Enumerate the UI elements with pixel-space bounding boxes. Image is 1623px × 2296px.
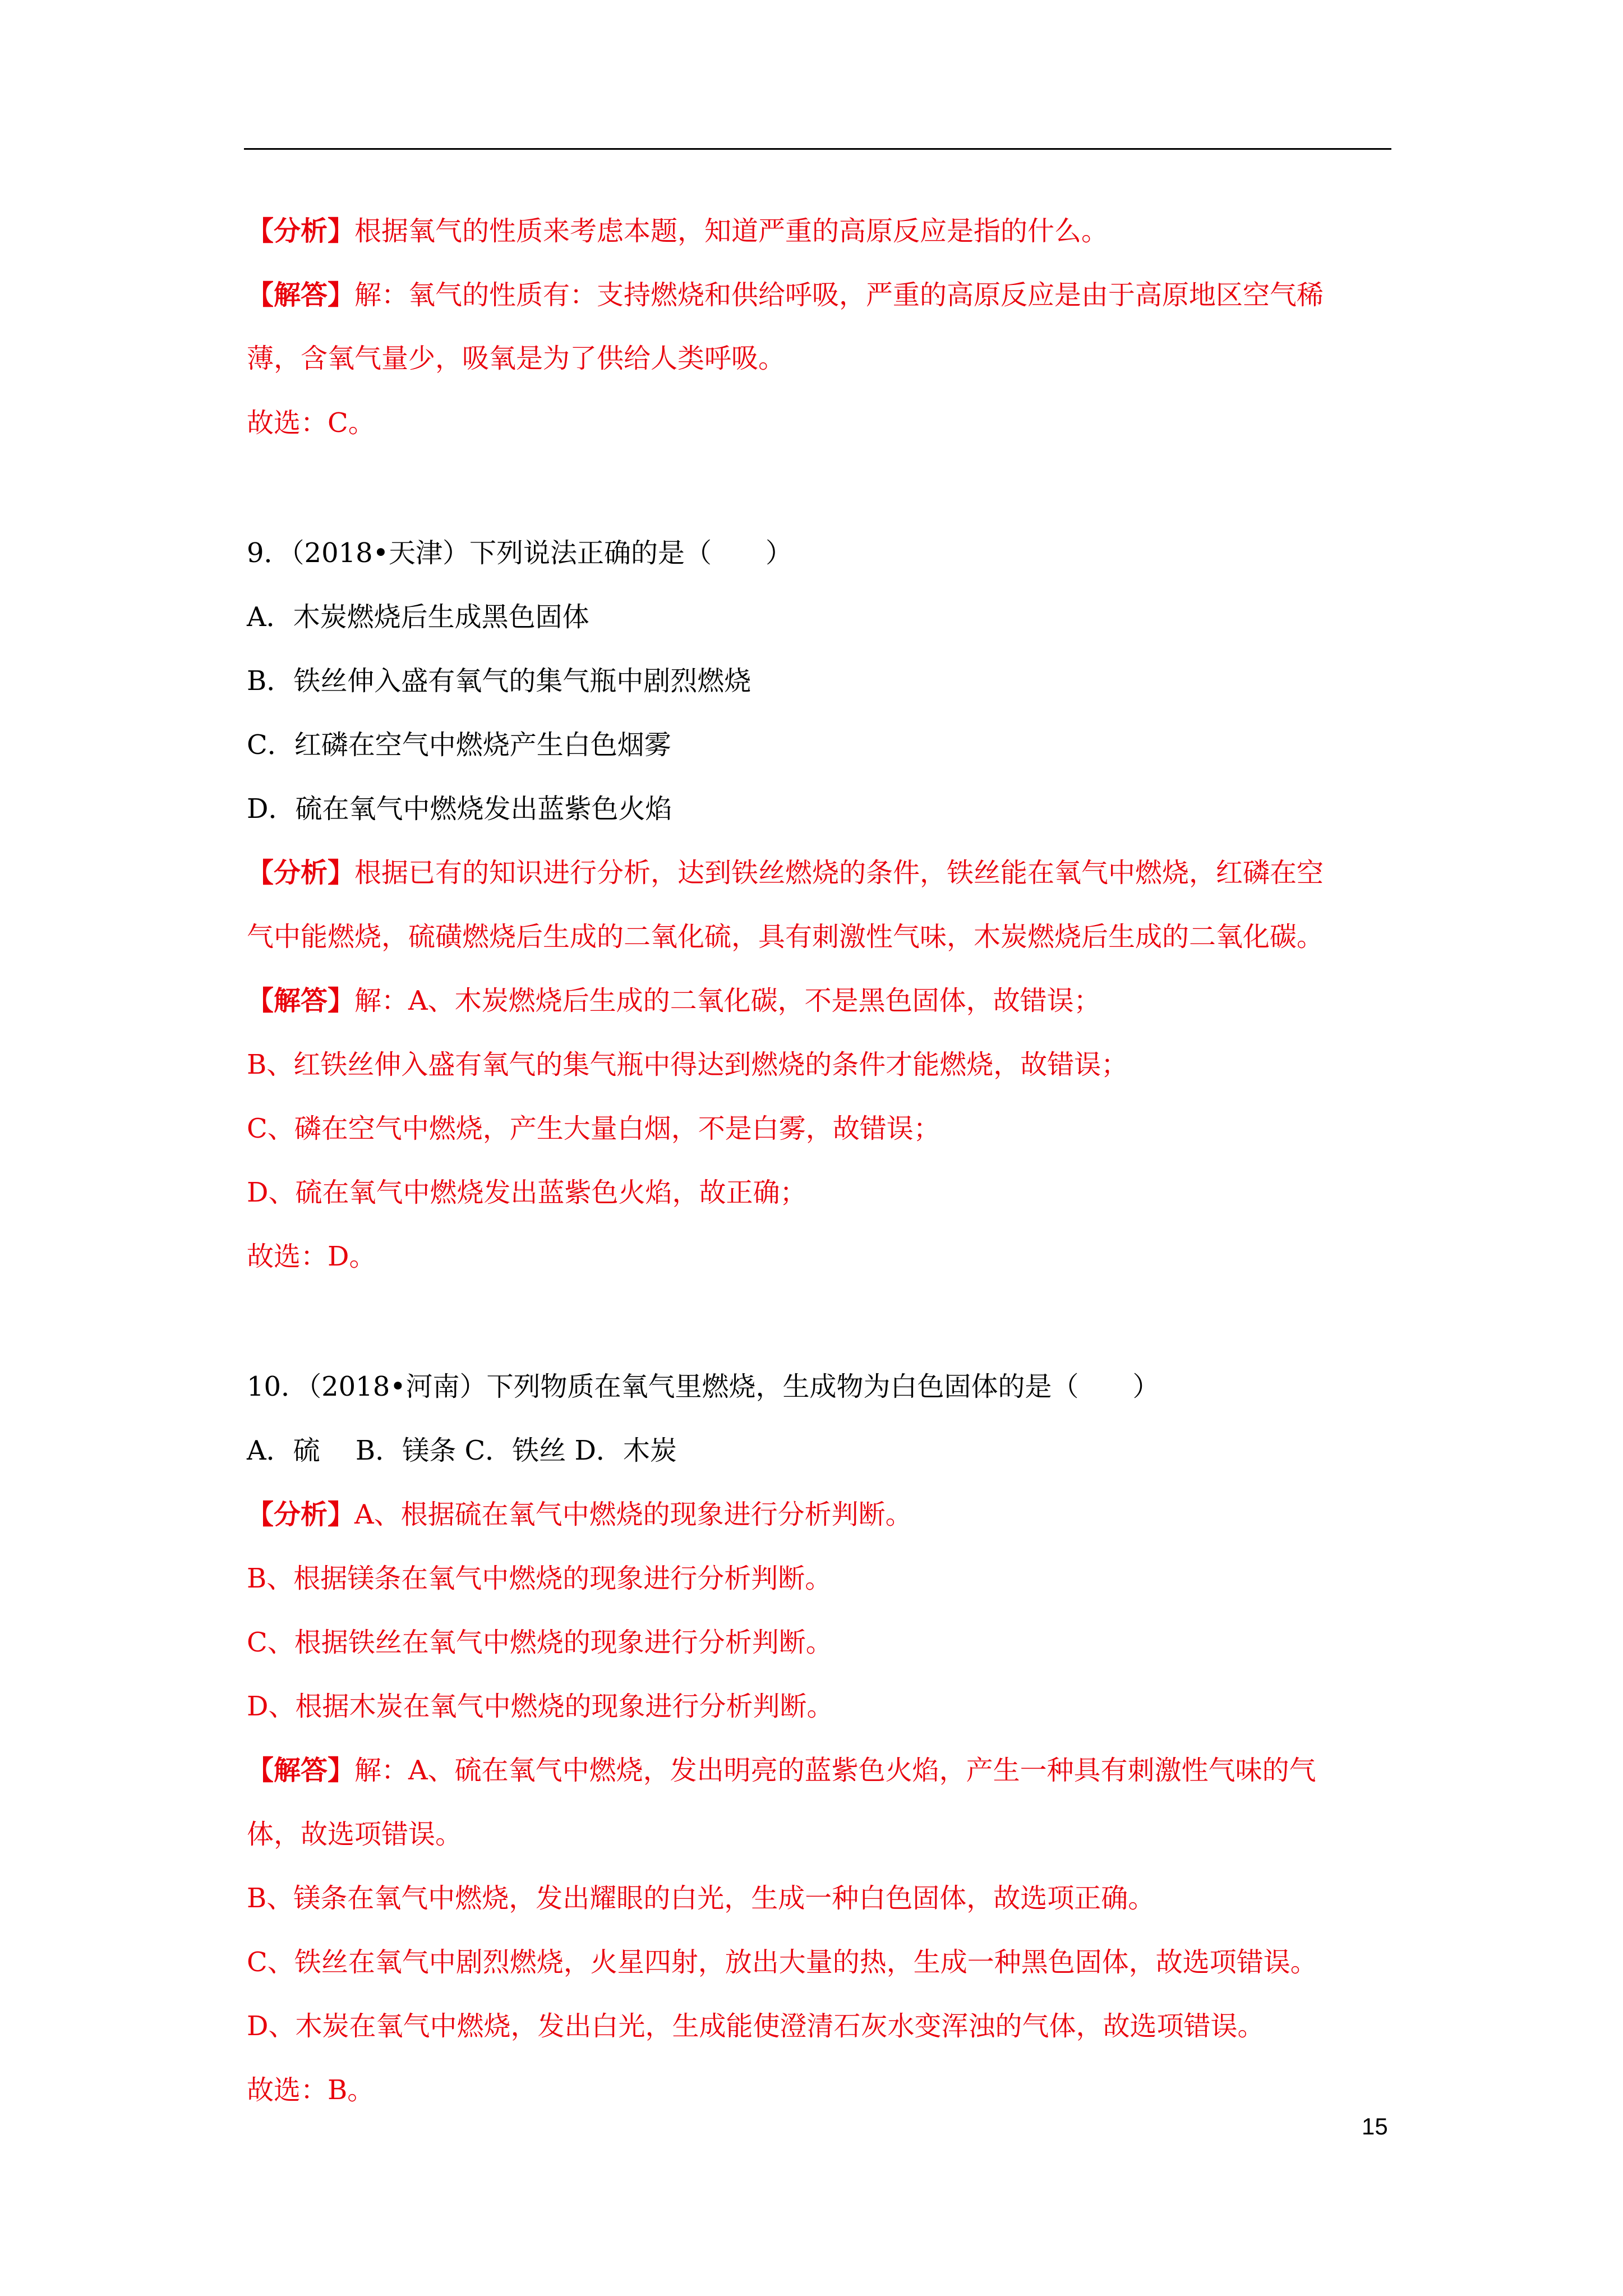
q9-analysis bbox=[247, 855, 1324, 891]
q9-analysis-line: 气中能燃烧，硫磺燃烧后生成的二氧化硫，具有刺激性气味，木炭燃烧后生成的二氧化碳。 bbox=[247, 921, 1324, 953]
answer-tag: 【解答】 bbox=[247, 1755, 355, 1786]
q10-answer-line: B、镁条在氧气中燃烧，发出耀眼的白光，生成一种白色固体，故选项正确。 bbox=[247, 1883, 1155, 1914]
prev-answer bbox=[247, 277, 1324, 313]
q10-analysis-line: B、根据镁条在氧气中燃烧的现象进行分析判断。 bbox=[247, 1563, 832, 1594]
q9-option-a: A．木炭燃烧后生成黑色固体 bbox=[247, 601, 589, 633]
answer-text: 解：氧气的性质有：支持燃烧和供给呼吸，严重的高原反应是由于高原地区空气稀 bbox=[354, 279, 1324, 311]
analysis-tag: 【分析】 bbox=[247, 1499, 355, 1530]
q9-option-d: D．硫在氧气中燃烧发出蓝紫色火焰 bbox=[247, 793, 672, 825]
analysis-tag: 【分析】 bbox=[247, 857, 355, 889]
q10-analysis bbox=[247, 1497, 912, 1533]
q10-answer bbox=[247, 1752, 1316, 1788]
q10-analysis-line: D、根据木炭在氧气中燃烧的现象进行分析判断。 bbox=[247, 1691, 834, 1722]
answer-tag: 【解答】 bbox=[247, 279, 355, 311]
q9-option-c: C．红磷在空气中燃烧产生白色烟雾 bbox=[247, 729, 671, 761]
prev-answer-line: 薄，含氧气量少，吸氧是为了供给人类呼吸。 bbox=[247, 343, 786, 374]
q9-answer-line: B、红铁丝伸入盛有氧气的集气瓶中得达到燃烧的条件才能燃烧，故错误； bbox=[247, 1049, 1128, 1080]
analysis-text: A、根据硫在氧气中燃烧的现象进行分析判断。 bbox=[354, 1499, 912, 1530]
prev-choice: 故选：C。 bbox=[247, 407, 375, 439]
analysis-text: 根据氧气的性质来考虑本题，知道严重的高原反应是指的什么。 bbox=[354, 215, 1109, 247]
q9-stem: 9．（2018•天津）下列说法正确的是（ ） bbox=[247, 537, 793, 569]
q9-answer bbox=[247, 983, 1101, 1019]
header-rule bbox=[244, 148, 1391, 150]
q10-answer-line: D、木炭在氧气中燃烧，发出白光，生成能使澄清石灰水变浑浊的气体，故选项错误。 bbox=[247, 2010, 1265, 2042]
q9-option-b: B．铁丝伸入盛有氧气的集气瓶中剧烈燃烧 bbox=[247, 665, 751, 697]
q10-analysis-line: C、根据铁丝在氧气中燃烧的现象进行分析判断。 bbox=[247, 1627, 833, 1658]
answer-text: 解：A、木炭燃烧后生成的二氧化碳，不是黑色固体，故错误； bbox=[354, 985, 1101, 1016]
analysis-tag: 【分析】 bbox=[247, 215, 355, 247]
q9-choice: 故选：D。 bbox=[247, 1241, 376, 1272]
q10-options: A．硫 B．镁条 C．铁丝 D．木炭 bbox=[247, 1435, 677, 1466]
q10-choice: 故选：B。 bbox=[247, 2074, 375, 2106]
answer-tag: 【解答】 bbox=[247, 985, 355, 1016]
answer-text: 解：A、硫在氧气中燃烧，发出明亮的蓝紫色火焰，产生一种具有刺激性气味的气 bbox=[354, 1755, 1316, 1786]
prev-analysis bbox=[247, 213, 1108, 249]
q9-answer-line: C、磷在空气中燃烧，产生大量白烟，不是白雾，故错误； bbox=[247, 1113, 940, 1144]
q9-answer-line: D、硫在氧气中燃烧发出蓝紫色火焰，故正确； bbox=[247, 1177, 807, 1208]
q10-answer-line: 体，故选项错误。 bbox=[247, 1819, 463, 1850]
q10-stem: 10．（2018•河南）下列物质在氧气里燃烧，生成物为白色固体的是（ ） bbox=[247, 1371, 1160, 1402]
analysis-text: 根据已有的知识进行分析，达到铁丝燃烧的条件，铁丝能在氧气中燃烧，红磷在空 bbox=[354, 857, 1324, 889]
q10-answer-line: C、铁丝在氧气中剧烈燃烧，火星四射，放出大量的热，生成一种黑色固体，故选项错误。 bbox=[247, 1947, 1317, 1978]
page-number: 15 bbox=[1362, 2113, 1388, 2139]
